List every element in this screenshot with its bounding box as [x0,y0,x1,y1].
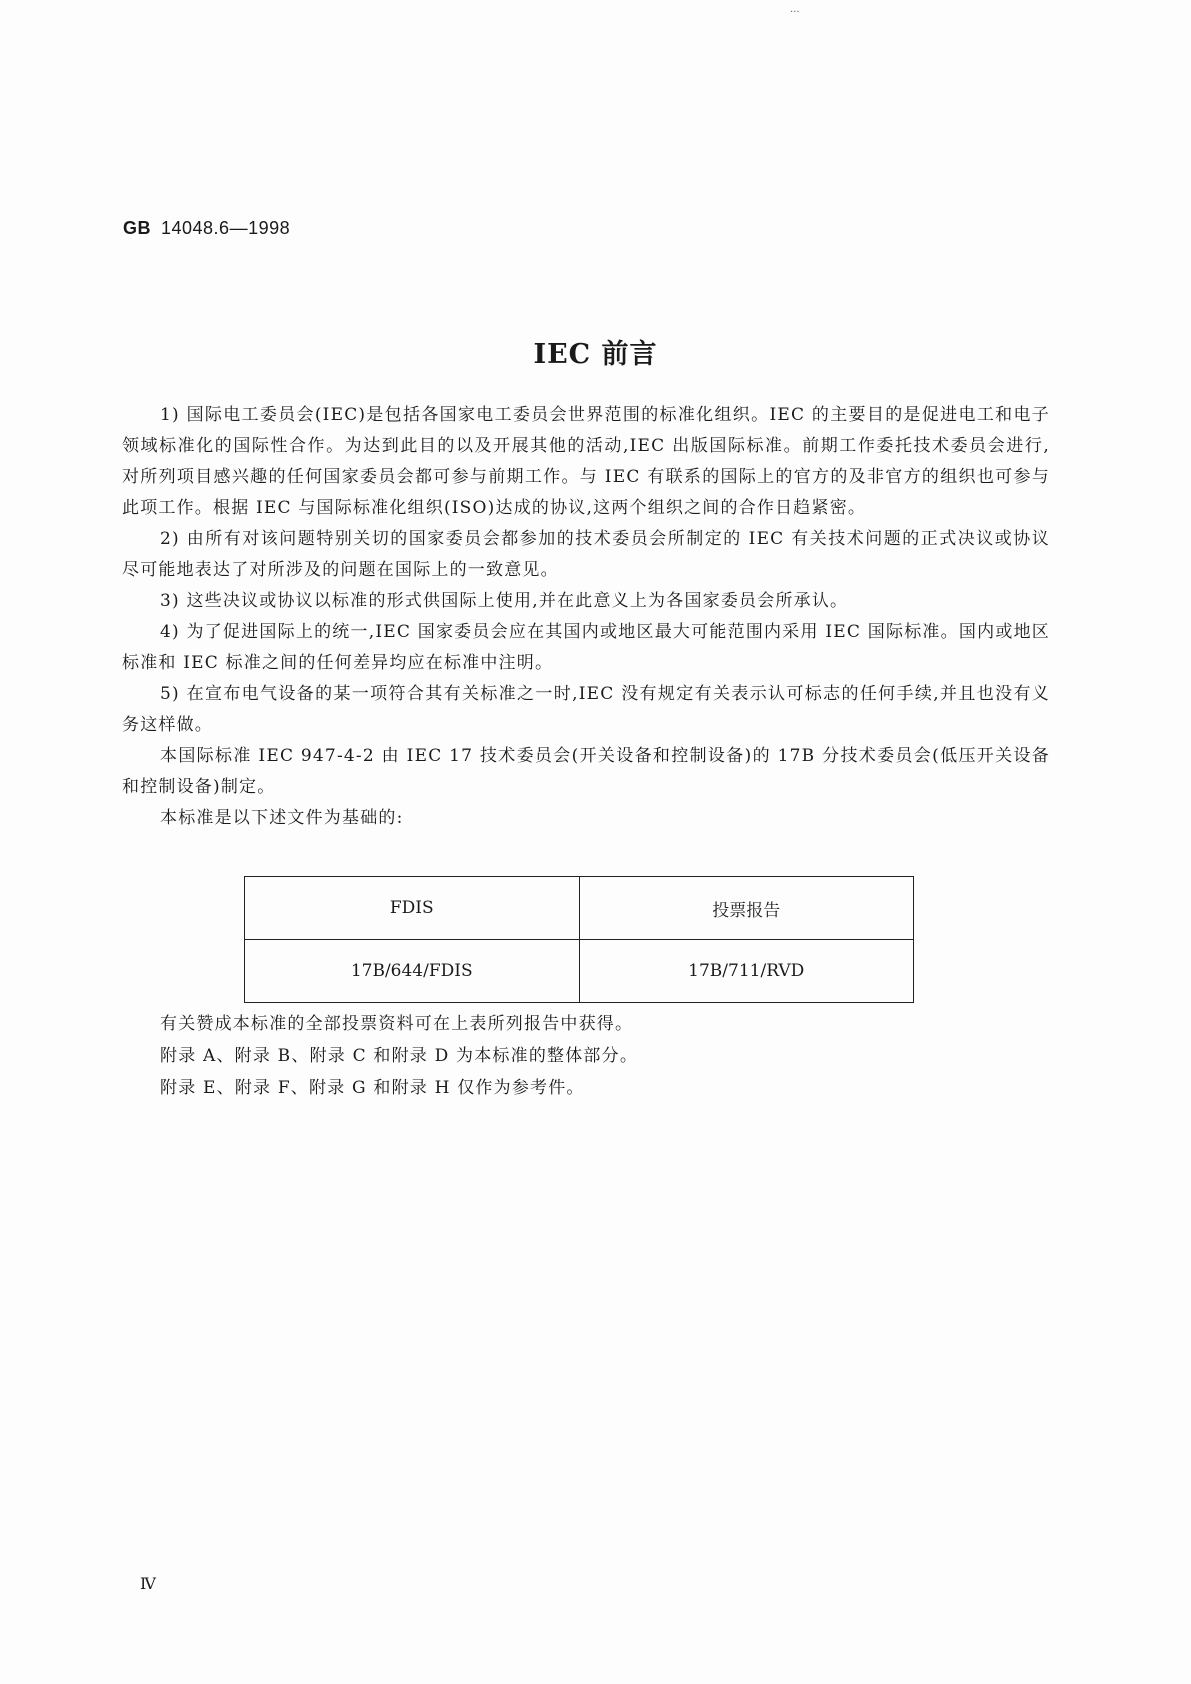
scan-artifact: ... [790,4,800,15]
paragraph-basis: 本标准是以下述文件为基础的: [160,808,404,828]
table-header-row [245,877,914,940]
table-header-fdis: FDIS [245,877,580,940]
foreword-body [122,400,1050,834]
note-informative-annexes: 附录 E、附录 F、附录 G 和附录 H 仅作为参考件。 [160,1078,585,1098]
note-normative-annexes: 附录 A、附录 B、附录 C 和附录 D 为本标准的整体部分。 [160,1046,639,1066]
standard-number: 14048.6—1998 [161,218,291,238]
paragraph-2: 2) 由所有对该问题特别关切的国家委员会都参加的技术委员会所制定的 IEC 有关技术问题的正式决议或协议尽可能地表达了对所涉及的问题在国际上的一致意见。 [122,529,1050,580]
table-cell-fdis: 17B/644/FDIS [245,940,580,1003]
paragraph-4: 4) 为了促进国际上的统一,IEC 国家委员会应在其国内或地区最大可能范围内采用 IEC 国际标准。国内或地区标准和 IEC 标准之间的任何差异均应在标准中注明。 [122,622,1050,673]
page-number: Ⅳ [140,1574,156,1593]
paragraph-origin: 本国际标准 IEC 947-4-2 由 IEC 17 技术委员会(开关设备和控制设备)的 17B 分技术委员会(低压开关设备和控制设备)制定。 [122,746,1050,797]
paragraph-3: 3) 这些决议或协议以标准的形式供国际上使用,并在此意义上为各国家委员会所承认。 [160,591,849,611]
table-header-vote-report: 投票报告 [579,877,914,940]
standard-code [123,218,290,239]
page-title: IEC 前言 [533,339,658,370]
note-voting-info: 有关赞成本标准的全部投票资料可在上表所列报告中获得。 [160,1014,634,1034]
standard-prefix: GB [123,218,151,238]
paragraph-5: 5) 在宣布电气设备的某一项符合其有关标准之一时,IEC 没有规定有关表示认可标志的任何手续,并且也没有义务这样做。 [122,684,1050,735]
paragraph-1: 1) 国际电工委员会(IEC)是包括各国家电工委员会世界范围的标准化组织。IEC 的主要目的是促进电工和电子领域标准化的国际性合作。为达到此目的以及开展其他的活动,IEC 出版国际标准。前期工作委托技术委员会进行,对所列项目感兴趣的任何国家委员会都可参与前期工作。与 IEC 有联系的国际上的官方的及非官方的组织也可参与此项工作。根据 IEC 与国际标准化组织(ISO)达成的协议,这两个组织之间的合作日趋紧密。 [122,405,1050,518]
table-cell-rvd: 17B/711/RVD [579,940,914,1003]
post-table-notes [122,1008,1050,1104]
table-row [245,940,914,1003]
voting-documents-table [244,876,914,1003]
